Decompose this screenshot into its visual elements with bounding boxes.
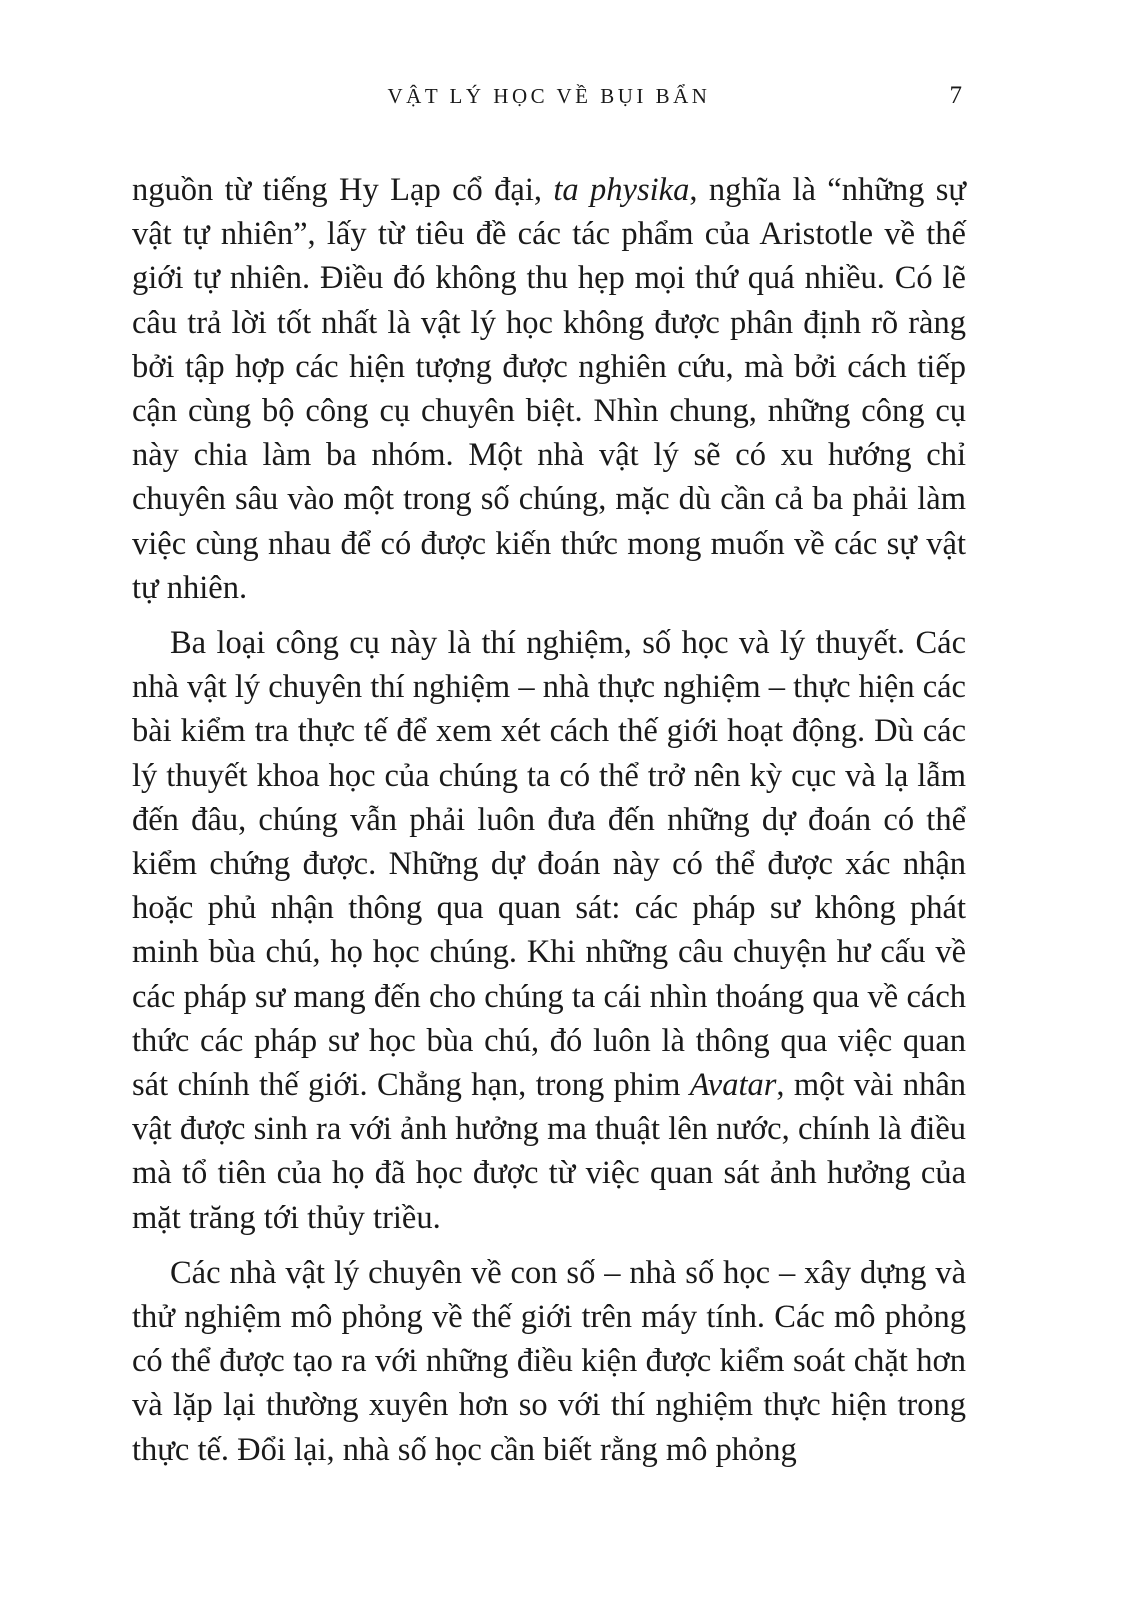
paragraph-3-text: Các nhà vật lý chuyên về con số – nhà số học – xây dựng và thử nghiệm mô phỏng về thế giới trên máy tính. Các mô phỏng có thể được tạo ra với những điều kiện được kiểm soát chặt hơn và lặp lại thường xuyên hơn so với thí nghiệm thực hiện trong thực tế. Đổi lại, nhà số học cần biết rằng mô phỏng: [132, 1254, 966, 1468]
paragraph-1: [132, 168, 966, 610]
paragraph-2-text-end: , một vài nhân vật được sinh ra với ảnh hưởng ma thuật lên nước, chính là điều mà tổ tiên của họ đã học được từ việc quan sát ảnh hưởng của mặt trăng tới thủy triều.: [132, 1067, 966, 1236]
page-number: 7: [949, 82, 962, 109]
paragraph-1-text-end: , nghĩa là “những sự vật tự nhiên”, lấy từ tiêu đề các tác phẩm của Aristotle về thế giới tự nhiên. Điều đó không thu hẹp mọi thứ quá nhiều. Có lẽ câu trả lời tốt nhất là vật lý học không được phân định rõ ràng bởi tập hợp các hiện tượng được nghiên cứu, mà bởi cách tiếp cận cùng bộ công cụ chuyên biệt. Nhìn chung, những công cụ này chia làm ba nhóm. Một nhà vật lý sẽ có xu hướng chỉ chuyên sâu vào một trong số chúng, mặc dù cần cả ba phải làm việc cùng nhau để có được kiến thức mong muốn về các sự vật tự nhiên.: [132, 172, 966, 606]
running-head: [132, 80, 966, 112]
running-title: VẬT LÝ HỌC VỀ BỤI BẨN: [387, 84, 711, 108]
paragraph-2: [132, 621, 966, 1240]
paragraph-1-text-start: nguồn từ tiếng Hy Lạp cổ đại,: [132, 172, 554, 208]
italic-term-ta-physika: ta physika: [553, 172, 690, 208]
paragraph-2-text-start: Ba loại công cụ này là thí nghiệm, số học và lý thuyết. Các nhà vật lý chuyên thí nghiệm – nhà thực nghiệm – thực hiện các bài kiểm tra thực tế để xem xét cách thế giới hoạt động. Dù các lý thuyết khoa học của chúng ta có thể trở nên kỳ cục và lạ lẫm đến đâu, chúng vẫn phải luôn đưa đến những dự đoán có thể kiểm chứng được. Những dự đoán này có thể được xác nhận hoặc phủ nhận thông qua quan sát: các pháp sư không phát minh bùa chú, họ học chúng. Khi những câu chuyện hư cấu về các pháp sư mang đến cho chúng ta cái nhìn thoáng qua về cách thức các pháp sư học bùa chú, đó luôn là thông qua việc quan sát chính thế giới. Chẳng hạn, trong phim: [132, 625, 966, 1104]
paragraph-3: [132, 1251, 966, 1472]
body-text: [132, 168, 966, 1472]
italic-title-avatar: Avatar: [689, 1067, 777, 1104]
